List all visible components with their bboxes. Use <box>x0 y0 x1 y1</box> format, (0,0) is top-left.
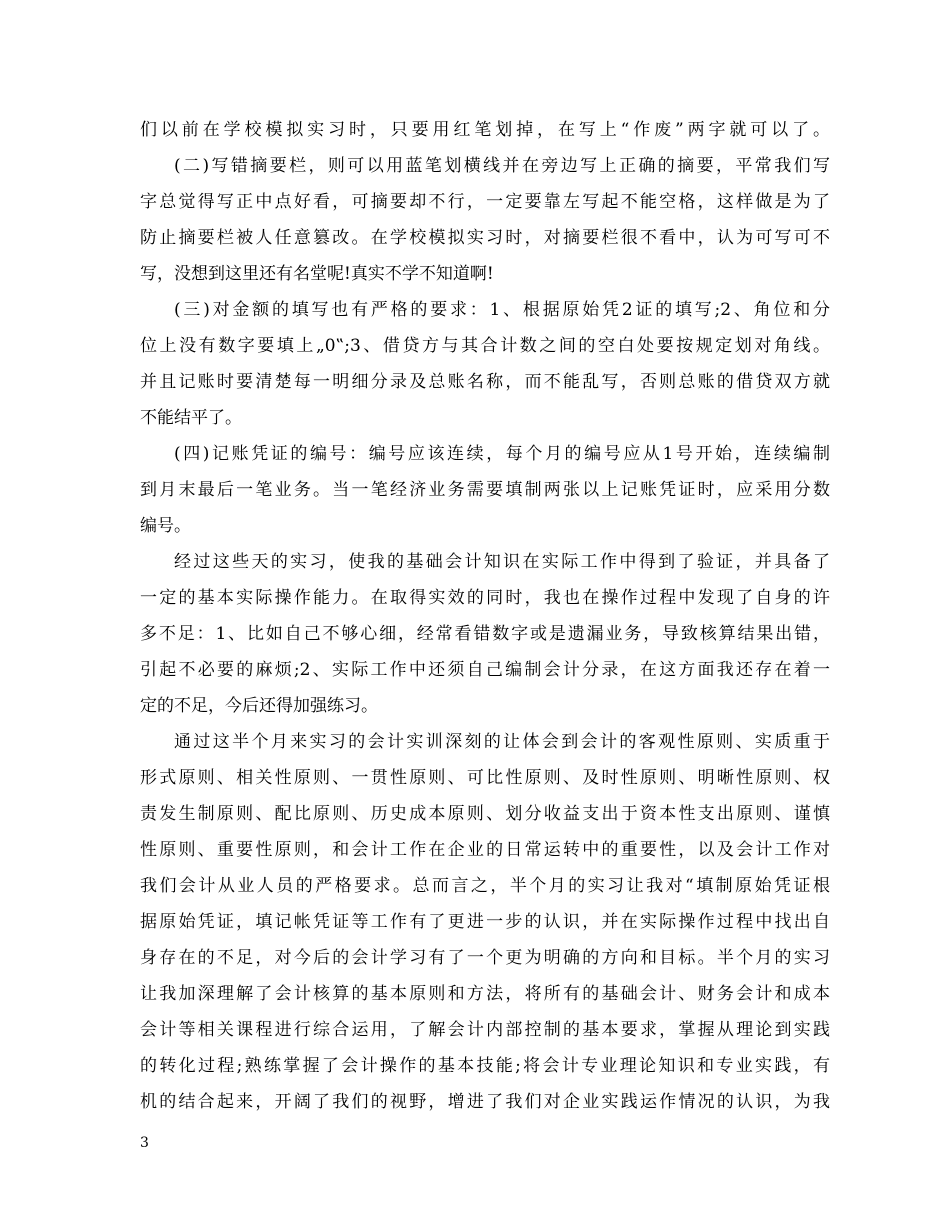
text-line: 责发生制原则、配比原则、历史成本原则、划分收益支出于资本性支出原则、谨慎 <box>140 804 830 824</box>
text-line: 的转化过程;熟练掌握了会计操作的基本技能;将会计专业理论知识和专业实践，有 <box>140 1056 830 1076</box>
text-line: 身存在的不足，对今后的会计学习有了一个更为明确的方向和目标。半个月的实习 <box>140 948 830 968</box>
text-line: 通过这半个月来实习的会计实训深刻的让体会到会计的客观性原则、实质重于 <box>174 732 830 752</box>
text-line: 们以前在学校模拟实习时，只要用红笔划掉，在写上“作废”两字就可以了。 <box>140 120 830 140</box>
text-line: 字总觉得写正中点好看，可摘要却不行，一定要靠左写起不能空格，这样做是为了 <box>140 192 830 212</box>
text-line: 会计等相关课程进行综合运用，了解会计内部控制的基本要求，掌握从理论到实践 <box>140 1020 830 1040</box>
body-text <box>140 112 830 1120</box>
text-line: 并且记账时要清楚每一明细分录及总账名称，而不能乱写，否则总账的借贷双方就 <box>140 372 830 392</box>
text-line: 到月末最后一笔业务。当一笔经济业务需要填制两张以上记账凭证时，应采用分数 <box>140 480 830 500</box>
text-line: 编号。 <box>140 516 191 536</box>
text-line: 写，没想到这里还有名堂呢!真实不学不知道啊! <box>140 264 494 284</box>
text-line: 形式原则、相关性原则、一贯性原则、可比性原则、及时性原则、明晰性原则、权 <box>140 768 830 788</box>
text-line: 据原始凭证，填记帐凭证等工作有了更进一步的认识，并在实际操作过程中找出自 <box>140 912 830 932</box>
text-line: (三)对金额的填写也有严格的要求：1、根据原始凭2证的填写;2、角位和分 <box>174 300 830 320</box>
text-line: 不能结平了。 <box>140 408 242 428</box>
text-line: 让我加深理解了会计核算的基本原则和方法，将所有的基础会计、财务会计和成本 <box>140 984 830 1004</box>
text-line: 防止摘要栏被人任意篡改。在学校模拟实习时，对摘要栏很不看中，认为可写可不 <box>140 228 830 248</box>
text-line: 我们会计从业人员的严格要求。总而言之，半个月的实习让我对“填制原始凭证根 <box>140 876 830 896</box>
text-line: 机的结合起来，开阔了我们的视野，增进了我们对企业实践运作情况的认识，为我 <box>140 1092 830 1112</box>
text-line: (四)记账凭证的编号：编号应该连续，每个月的编号应从1号开始，连续编制 <box>174 444 830 464</box>
text-line: 一定的基本实际操作能力。在取得实效的同时，我也在操作过程中发现了自身的许 <box>140 588 830 608</box>
text-line: 多不足：1、比如自己不够心细，经常看错数字或是遗漏业务，导致核算结果出错， <box>140 624 830 644</box>
text-line: 定的不足，今后还得加强练习。 <box>140 696 378 716</box>
page-number: 3 <box>140 1135 149 1151</box>
text-line: (二)写错摘要栏，则可以用蓝笔划横线并在旁边写上正确的摘要，平常我们写 <box>174 156 830 176</box>
text-line: 引起不必要的麻烦;2、实际工作中还须自己编制会计分录，在这方面我还存在着一 <box>140 660 830 680</box>
text-line: 位上没有数字要填上„0‟;3、借贷方与其合计数之间的空白处要按规定划对角线。 <box>140 336 830 356</box>
text-line: 性原则、重要性原则，和会计工作在企业的日常运转中的重要性，以及会计工作对 <box>140 840 830 860</box>
text-line: 经过这些天的实习，使我的基础会计知识在实际工作中得到了验证，并具备了 <box>174 552 830 572</box>
